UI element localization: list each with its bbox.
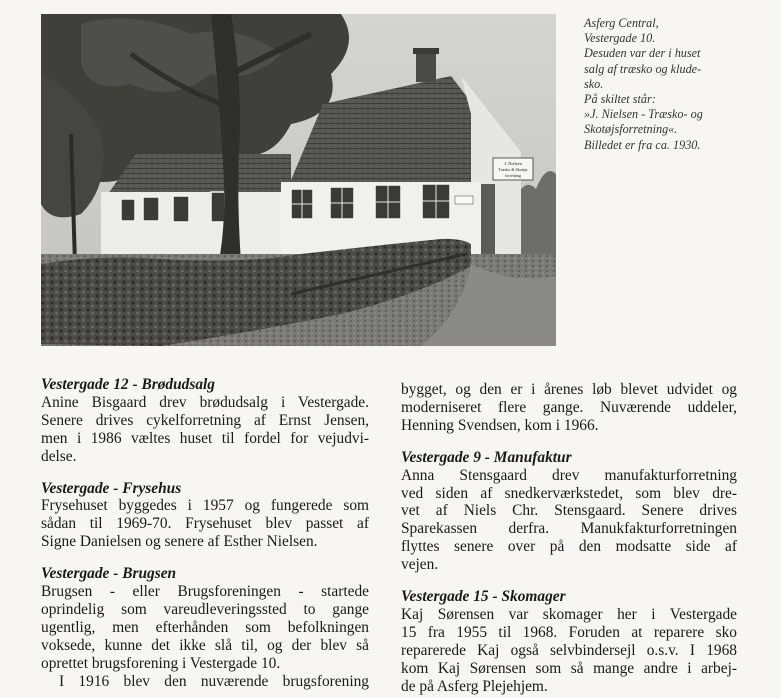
- body-line: sådan til 1969-70. Frysehuset blev passet af: [41, 515, 369, 533]
- body-line: reparerede Kaj også selvbindersejl o.s.v. I 1968: [401, 641, 737, 659]
- body-line: de på Asferg Plejehjem.: [401, 677, 548, 695]
- body-line: Sparekassen derfra. Manukfakturforretningen: [401, 520, 737, 538]
- section-heading: Vestergade - Frysehus: [41, 479, 182, 497]
- body-line: bygget, og den er i årenes løb blevet udvidet og: [401, 381, 737, 398]
- right-column: [401, 381, 737, 696]
- body-line: vejen.: [401, 556, 439, 574]
- house-photograph: [41, 14, 556, 346]
- caption-line: salg af træsko og klude-: [584, 61, 702, 76]
- left-column: [41, 376, 369, 691]
- body-line: Anna Stensgaard drev manufakturforretning: [401, 466, 737, 484]
- section-skomager: [401, 588, 737, 695]
- body-line: Signe Danielsen og senere af Esther Nielsen.: [41, 533, 318, 551]
- body-line: Anine Bisgaard drev brødudsalg i Vestergade.: [41, 393, 369, 411]
- shop-sign-line-3: forretning: [505, 173, 521, 178]
- body-line: Henning Svendsen, kom i 1966.: [401, 416, 599, 434]
- body-line: vet af Niels Chr. Stensgaard. Senere drives: [401, 502, 737, 520]
- body-line: Frysehuset byggedes i 1957 og fungerede som: [41, 497, 369, 515]
- body-line: moderniseret flere gange. Nuværende uddeler,: [401, 398, 737, 416]
- section-frysehus: [41, 480, 369, 552]
- body-line: Kaj Sørensen var skomager her i Vestergade: [401, 605, 737, 623]
- caption-line: Asferg Central,: [584, 16, 659, 30]
- section-brugsen: [41, 565, 369, 690]
- body-line: ved siden af snedkerværkstedet, som blev dre-: [401, 484, 737, 502]
- body-line: 15 fra 1955 til 1968. Foruden at reparere sko: [401, 623, 737, 641]
- body-line: Senere drives cykelforretning af Ernst Jensen,: [41, 411, 369, 429]
- shop-sign-line-1: J. Nielsen: [504, 161, 522, 166]
- caption-line: Skotøjsforretning«.: [584, 122, 678, 137]
- body-line: I 1916 blev den nuværende brugsforening: [59, 672, 369, 690]
- section-heading: Vestergade 15 - Skomager: [401, 588, 566, 606]
- caption-line: Billedet er fra ca. 1930.: [584, 137, 701, 152]
- caption-line: Desuden var der i huset: [584, 46, 701, 61]
- body-line: oprindelig som vareudleveringssted to gange: [41, 600, 369, 618]
- section-heading: Vestergade - Brugsen: [41, 565, 177, 583]
- caption-line: På skiltet står:: [584, 92, 656, 107]
- body-line: men i 1986 væltes huset til fordel for vejudvi-: [41, 429, 369, 447]
- body-line: oprettet brugsforening i Vestergade 10.: [41, 654, 281, 672]
- body-line: flyttes senere over på den modsatte side af: [401, 538, 737, 556]
- section-manufaktur: [401, 449, 737, 574]
- caption-line: »J. Nielsen - Træsko- og: [584, 107, 703, 122]
- body-line: voksede, kunne det ikke slå til, og der blev så: [41, 636, 369, 654]
- body-line: kom Kaj Sørensen som så mange andre i arbej-: [401, 659, 737, 677]
- shop-sign: [493, 158, 533, 180]
- photo-caption: [584, 16, 764, 153]
- section-heading: Vestergade 12 - Brødudsalg: [41, 376, 216, 393]
- body-line: ugentlig, men efterhånden som befolkningen: [41, 618, 369, 636]
- body-line: delse.: [41, 447, 77, 465]
- caption-line: sko.: [584, 76, 604, 91]
- caption-line: Vestergade 10.: [584, 31, 656, 46]
- body-line: Brugsen - eller Brugsforeningen - startede: [41, 583, 369, 601]
- section-brodudsalg: [41, 376, 369, 466]
- shop-sign-line-2: Træsko & Skotøjs: [498, 167, 528, 172]
- section-heading: Vestergade 9 - Manufaktur: [401, 448, 572, 466]
- section-brugsen-continued: [401, 381, 737, 435]
